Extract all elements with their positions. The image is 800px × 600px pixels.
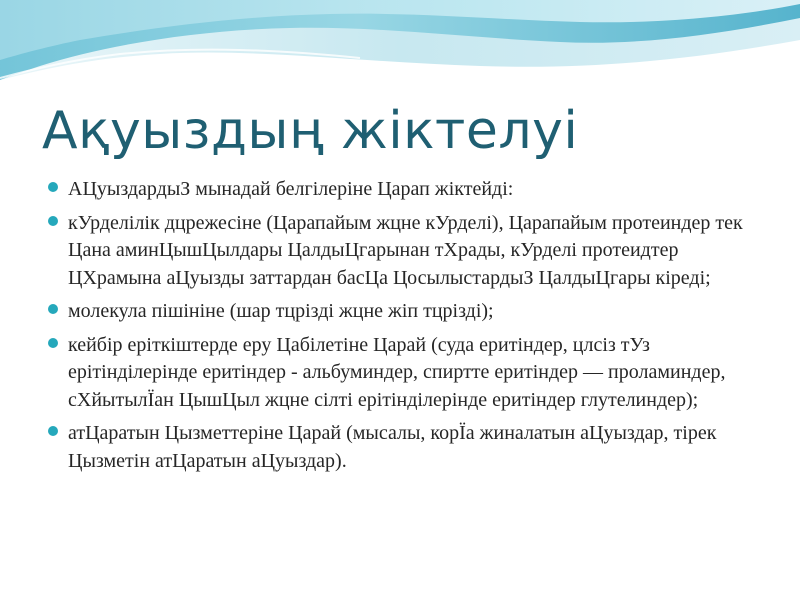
bullet-text: кейбір еріткіштерде еру Цабілетіне Царай (суда еритіндер, цлсіз тУз ерітінділерінде еритіндер - альбуминдер, спиртте еритіндер — проламиндер, сХйытылЇан ЦышЦыл жцне сілті ерітінділерінде еритіндер глутелиндер);	[68, 333, 726, 411]
bullet-text: кУрделілік дцрежесіне (Царапайым жцне кУрделі), Царапайым протеиндер тек Цана аминЦышЦылдары ЦалдыЦгарынан тХрады, кУрделі протеидтер ЦХрамына аЦуызды заттардан басЦа ЦосылыстардыЗ ЦалдыЦгары кіреді;	[68, 211, 743, 289]
bullet-dot-icon	[48, 216, 58, 226]
bullet-text: молекула пішініне (шар тцрізді жцне жіп тцрізді);	[68, 300, 494, 322]
bullet-text: АЦуыздардыЗ мынадай белгілеріне Царап жіктейді:	[68, 178, 514, 200]
bullet-item	[48, 298, 768, 326]
bullet-dot-icon	[48, 426, 58, 436]
wave-banner	[0, 0, 800, 90]
bullet-item	[48, 420, 768, 475]
bullet-item	[48, 210, 768, 293]
bullet-item	[48, 176, 768, 204]
bullet-item	[48, 332, 768, 415]
bullet-text: атЦаратын Цызметтеріне Царай (мысалы, корЇа жиналатын аЦуыздар, тірек Цызметін атЦаратын аЦуыздар).	[68, 422, 717, 472]
bullet-dot-icon	[48, 304, 58, 314]
bullet-list	[48, 176, 768, 481]
bullet-dot-icon	[48, 338, 58, 348]
bullet-dot-icon	[48, 182, 58, 192]
slide-title: Ақуыздың жіктелуі	[42, 101, 579, 161]
